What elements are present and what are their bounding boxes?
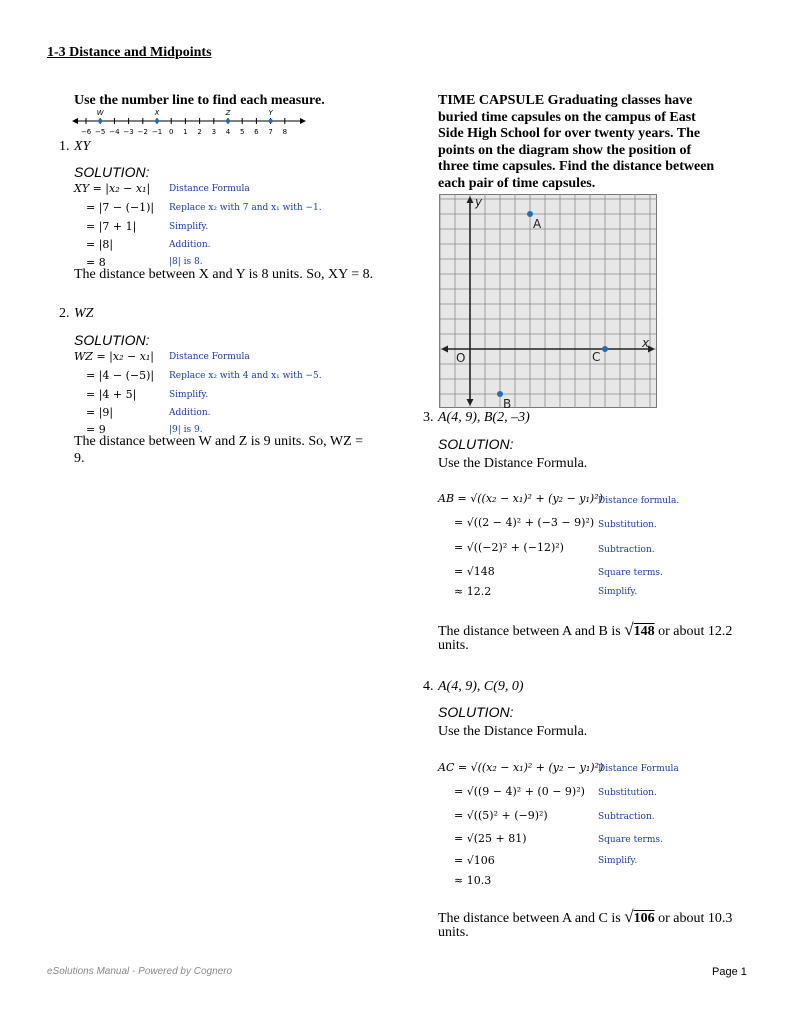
p4-expl-5: Simplify. [598, 856, 638, 866]
conclusion-text: or about 12.2 [658, 624, 733, 639]
number-line-point-label: X [154, 109, 160, 117]
instruction-line: three time capsules. Find the distance between [438, 159, 715, 174]
origin-label: O [456, 351, 466, 365]
p4-expl-4: Square terms. [598, 835, 663, 845]
p2-expl-4: Addition. [169, 408, 211, 418]
number-line-point-label: Y [268, 109, 273, 117]
p1-expl-3: Simplify. [169, 222, 209, 232]
p4-step-5: = √106 [454, 854, 495, 867]
instruction-line: points on the diagram show the position of [438, 142, 692, 158]
p2-step-2: = |4 − (−5)| [86, 369, 155, 382]
p4-step-6: ≈ 10.3 [454, 874, 492, 887]
problem-4-intro: Use the Distance Formula. [438, 724, 588, 739]
problem-1-solution-heading: SOLUTION: [74, 164, 150, 180]
problem-3-conclusion [438, 620, 732, 640]
p4-step-2: = √((9 − 4)² + (0 − 9)²) [454, 785, 585, 798]
problem-4-question: A(4, 9), C(9, 0) [438, 679, 524, 694]
p3-expl-4: Square terms. [598, 568, 663, 578]
instruction-line: Side High School for over twenty years. The [438, 126, 701, 141]
conclusion-text: or about 10.3 [658, 911, 733, 926]
sqrt-symbol: √ [624, 620, 634, 639]
page-title: 1-3 Distance and Midpoints [47, 45, 212, 60]
footer-publisher: eSolutions Manual - Powered by Cognero [47, 966, 233, 977]
p2-step-5: = 9 [86, 423, 106, 436]
arrow-right-icon [300, 118, 306, 124]
p3-expl-2: Substitution. [598, 520, 657, 530]
p1-step-3: = |7 + 1| [86, 220, 137, 233]
problem-3-conclusion-units: units. [438, 638, 469, 653]
p4-step-3: = √((5)² + (−9)²) [454, 809, 548, 822]
problem-2-conclusion: The distance between W and Z is 9 units. So, WZ = [74, 434, 364, 449]
number-line-tick-label: 7 [268, 128, 273, 136]
number-line-tick-label: 5 [239, 128, 245, 136]
problem-2-solution-heading: SOLUTION: [74, 332, 150, 348]
number-line-tick-label: −3 [123, 128, 134, 136]
number-line-point [155, 119, 159, 123]
right-instruction [438, 93, 768, 192]
coordinate-grid [439, 194, 657, 408]
number-line-tick-label: −1 [151, 128, 163, 136]
problem-1-number: 1. [59, 139, 70, 154]
problem-4-conclusion-units: units. [438, 925, 469, 940]
p1-expl-1: Distance Formula [169, 184, 250, 194]
problem-2-label: WZ [74, 306, 94, 321]
number-line-tick-label: 3 [211, 128, 217, 136]
number-line-tick-label: 8 [282, 128, 288, 136]
p3-expl-5: Simplify. [598, 587, 638, 597]
p4-expl-3: Subtraction. [598, 812, 655, 822]
number-line-tick-label: 4 [225, 128, 231, 136]
p2-expl-3: Simplify. [169, 390, 209, 400]
p3-step-5: ≈ 12.2 [454, 585, 492, 598]
p3-step-3: = √((−2)² + (−12)²) [454, 541, 564, 554]
number-line-tick-label: 1 [183, 128, 188, 136]
problem-4-number: 4. [423, 679, 434, 694]
grid-point-label: A [533, 217, 542, 231]
conclusion-text: The distance between A and C is [438, 911, 621, 926]
p1-step-1: XY = |x₂ − x₁| [74, 182, 151, 195]
p2-step-4: = |9| [86, 406, 114, 419]
number-line-tick-label: −4 [109, 128, 120, 136]
number-line-tick-label: −5 [95, 128, 106, 136]
number-line-tick-label: −6 [80, 128, 92, 136]
problem-2-number: 2. [59, 306, 70, 321]
instruction-line: buried time capsules on the campus of East [438, 109, 696, 125]
footer-page-number: Page 1 [712, 966, 747, 978]
number-line-tick-label: 2 [197, 128, 202, 136]
p2-expl-2: Replace x₂ with 4 and x₁ with −5. [169, 371, 322, 381]
p1-expl-2: Replace x₂ with 7 and x₁ with −1. [169, 203, 322, 213]
p2-expl-1: Distance Formula [169, 352, 250, 362]
number-line-point-label: W [96, 109, 104, 117]
p1-expl-4: Addition. [169, 240, 211, 250]
problem-3-question: A(4, 9), B(2, –3) [438, 410, 530, 425]
left-instruction: Use the number line to find each measure. [74, 93, 325, 108]
number-line-point [268, 119, 272, 123]
p1-step-2: = |7 − (−1)| [86, 201, 155, 214]
p2-step-1: WZ = |x₂ − x₁| [74, 350, 155, 363]
problem-2-conclusion-cont: 9. [74, 451, 85, 466]
p2-expl-5: |9| is 9. [169, 425, 203, 435]
p2-step-3: = |4 + 5| [86, 388, 137, 401]
grid-background [440, 195, 657, 408]
p3-step-2: = √((2 − 4)² + (−3 − 9)²) [454, 516, 595, 529]
number-line-point-label: Z [225, 109, 231, 117]
y-axis-label: y [475, 195, 483, 209]
p4-expl-1: Distance Formula [598, 764, 679, 774]
p4-step-4: = √(25 + 81) [454, 832, 527, 845]
number-line-tick-label: 0 [168, 128, 174, 136]
x-axis-label: x [642, 336, 650, 350]
radicand: 148 [633, 624, 655, 639]
grid-point-label: B [503, 397, 512, 408]
p4-expl-2: Substitution. [598, 788, 657, 798]
p3-expl-1: Distance formula. [598, 496, 680, 506]
p1-step-5: = 8 [86, 256, 106, 269]
grid-point-c [602, 346, 608, 352]
radicand: 106 [633, 911, 655, 926]
number-line-point [226, 119, 230, 123]
problem-1-conclusion: The distance between X and Y is 8 units. So, XY = 8. [74, 267, 374, 282]
problem-4-conclusion [438, 907, 732, 927]
p3-step-4: = √148 [454, 565, 495, 578]
p4-step-1: AC = √((x₂ − x₁)² + (y₂ − y₁)²) [438, 761, 604, 774]
number-line-point [98, 119, 102, 123]
problem-3-intro: Use the Distance Formula. [438, 456, 588, 471]
number-line-tick-label: 6 [254, 128, 259, 136]
arrow-left-icon [72, 118, 78, 124]
p1-step-4: = |8| [86, 238, 114, 251]
instruction-line: each pair of time capsules. [438, 175, 596, 191]
problem-3-solution-heading: SOLUTION: [438, 436, 514, 452]
problem-3-number: 3. [423, 410, 434, 425]
conclusion-text: The distance between A and B is [438, 624, 621, 639]
number-line-tick-label: −2 [137, 128, 148, 136]
instruction-line: TIME CAPSULE Graduating classes have [438, 93, 693, 108]
p3-step-1: AB = √((x₂ − x₁)² + (y₂ − y₁)²) [438, 492, 603, 505]
p3-expl-3: Subtraction. [598, 545, 655, 555]
problem-1-label: XY [74, 139, 91, 154]
number-line [70, 108, 310, 138]
problem-4-solution-heading: SOLUTION: [438, 704, 514, 720]
sqrt-symbol: √ [624, 907, 634, 926]
grid-point-label: C [592, 350, 601, 364]
p1-expl-5: |8| is 8. [169, 257, 203, 267]
